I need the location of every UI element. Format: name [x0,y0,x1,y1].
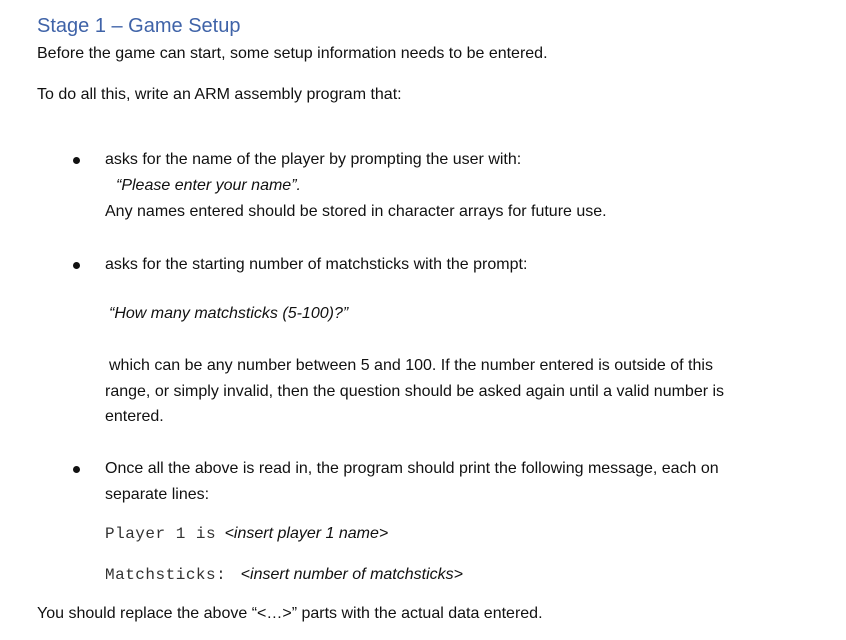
bullet2-desc1: which can be any number between 5 and 100. If the number entered is outside of this [109,357,713,374]
bullet1-line1: asks for the name of the player by prompting the user with: [105,151,522,168]
output-player-code: Player 1 is [105,525,217,543]
bullet-dot-2 [73,262,80,269]
output-line-player [105,524,388,544]
intro-text: Before the game can start, some setup information needs to be entered. [37,45,548,62]
bullet3-line2: separate lines: [105,486,210,503]
output-matchsticks-code: Matchsticks: [105,566,227,584]
bullet2-line1: asks for the starting number of matchsticks with the prompt: [105,256,528,273]
task-text: To do all this, write an ARM assembly program that: [37,86,402,103]
bullet1-prompt: “Please enter your name”. [116,177,301,194]
output-matchsticks-placeholder: <insert number of matchsticks> [240,566,463,583]
output-player-placeholder: <insert player 1 name> [224,525,389,542]
bullet3-line1: Once all the above is read in, the program should print the following message, each on [105,460,719,477]
output-line-matchsticks [105,565,463,585]
bullet-dot-1 [73,157,80,164]
bullet2-desc2: range, or simply invalid, then the question should be asked again until a valid number is [105,383,725,400]
bullet1-line3: Any names entered should be stored in character arrays for future use. [105,203,607,220]
section-heading: Stage 1 – Game Setup [37,15,241,37]
closing-text: You should replace the above “<…>” parts with the actual data entered. [37,605,543,622]
bullet-dot-3 [73,466,80,473]
bullet2-desc3: entered. [105,408,164,425]
bullet2-prompt: “How many matchsticks (5-100)?” [109,305,349,322]
